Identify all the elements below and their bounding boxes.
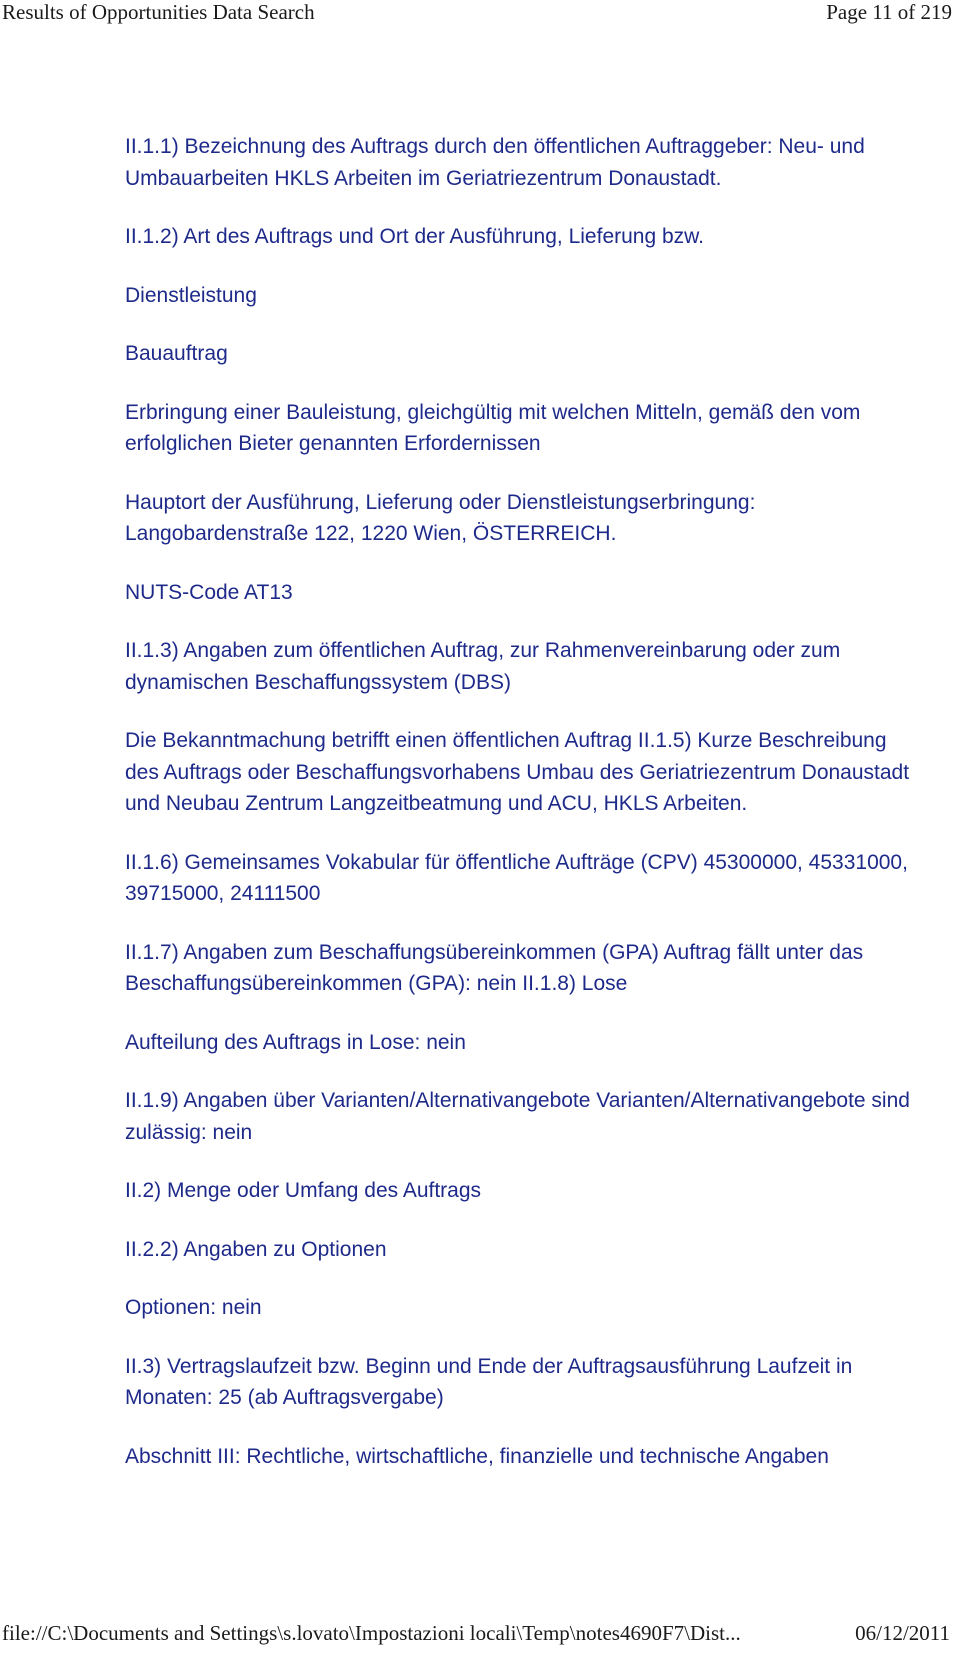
paragraph-ii-3: II.3) Vertragslaufzeit bzw. Beginn und Ende der Auftragsausführung Laufzeit in Monaten: 25 (ab Auftragsvergabe) <box>125 1354 853 1409</box>
paragraph-erbringung: Erbringung einer Bauleistung, gleichgültig mit welchen Mitteln, gemäß den vom erfolglichen Bieter genannten Erfordernissen <box>125 400 861 455</box>
print-date: 06/12/2011 <box>855 1621 950 1645</box>
paragraph-ii-1-7: II.1.7) Angaben zum Beschaffungsübereinkommen (GPA) Auftrag fällt unter das Beschaffungsübereinkommen (GPA): nein II.1.8) Lose <box>125 940 864 995</box>
paragraph-bekanntmachung: Die Bekanntmachung betrifft einen öffentlichen Auftrag II.1.5) Kurze Beschreibung des Auftrags oder Beschaffungsvorhabens Umbau des Geriatriezentrum Donaustadt und Neubau Zentrum Langzeitbeatmung und ACU, HKLS Arbeiten. <box>125 729 910 815</box>
paragraph-ii-1-2: II.1.2) Art des Auftrags und Ort der Ausführung, Lieferung bzw. <box>125 225 705 248</box>
paragraph-dienstleistung: Dienstleistung <box>125 283 257 307</box>
page-footer <box>0 1621 960 1651</box>
paragraph-bauauftrag: Bauauftrag <box>125 342 228 365</box>
document-title: Results of Opportunities Data Search <box>2 0 315 24</box>
document-body <box>125 131 925 1499</box>
paragraph-ii-1-9: II.1.9) Angaben über Varianten/Alternativangebote Varianten/Alternativangebote sind zulässig: nein <box>125 1089 910 1144</box>
page-number: Page 11 of 219 <box>826 0 952 24</box>
paragraph-nuts-code: NUTS-Code AT13 <box>125 580 293 604</box>
paragraph-ii-1-3: II.1.3) Angaben zum öffentlichen Auftrag, zur Rahmenvereinbarung oder zum dynamischen Beschaffungssystem (DBS) <box>125 639 841 694</box>
paragraph-aufteilung: Aufteilung des Auftrags in Lose: nein <box>125 1030 466 1054</box>
paragraph-ii-2-2: II.2.2) Angaben zu Optionen <box>125 1237 387 1261</box>
paragraph-ii-2: II.2) Menge oder Umfang des Auftrags <box>125 1179 482 1202</box>
paragraph-ii-1-1: II.1.1) Bezeichnung des Auftrags durch den öffentlichen Auftraggeber: Neu- und Umbauarbeiten HKLS Arbeiten im Geriatriezentrum Donaustadt. <box>125 135 865 190</box>
paragraph-abschnitt-iii: Abschnitt III: Rechtliche, wirtschaftliche, finanzielle und technische Angaben <box>125 1444 829 1468</box>
paragraph-optionen: Optionen: nein <box>125 1296 262 1319</box>
page-header <box>0 0 960 28</box>
paragraph-ii-1-6: II.1.6) Gemeinsames Vokabular für öffentliche Aufträge (CPV) 45300000, 45331000, 39715000, 24111500 <box>125 850 908 905</box>
paragraph-hauptort: Hauptort der Ausführung, Lieferung oder Dienstleistungserbringung: Langobardenstraße 122, 1220 Wien, ÖSTERREICH. <box>125 490 756 545</box>
file-path: file://C:\Documents and Settings\s.lovato\Impostazioni locali\Temp\notes4690F7\Dist... <box>2 1621 741 1645</box>
